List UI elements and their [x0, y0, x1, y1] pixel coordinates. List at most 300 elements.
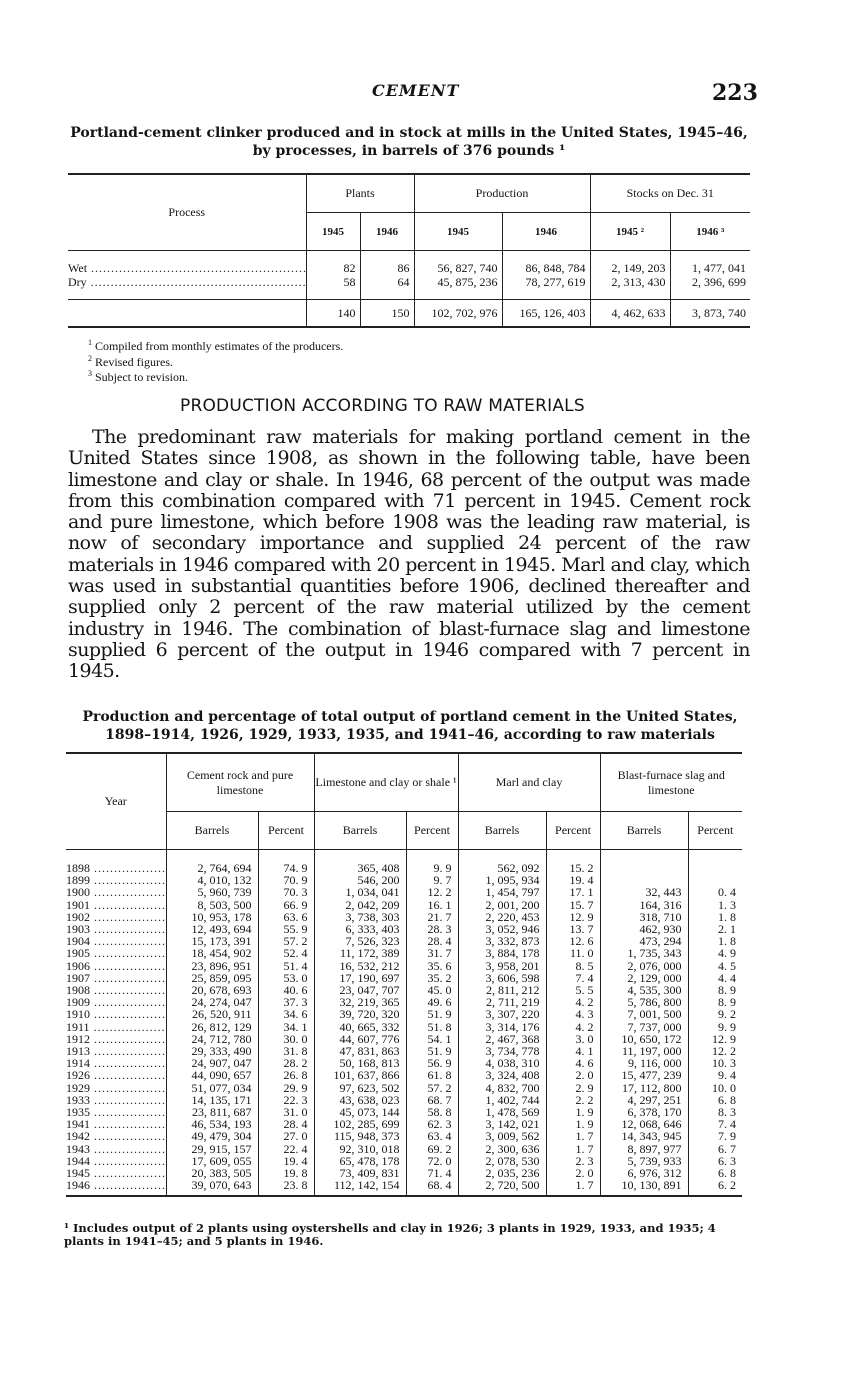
table-cell: 63. 4 [406, 1130, 458, 1142]
table-cell: 8. 3 [688, 1106, 742, 1118]
table-cell: 3, 873, 740 [670, 300, 750, 328]
table-cell: 34. 1 [258, 1021, 314, 1033]
year-cell: 1944 ..... [66, 1155, 166, 1167]
table-cell: 1, 095, 934 [458, 874, 546, 886]
table-cell: 365, 408 [314, 862, 406, 874]
table-cell: 4. 6 [546, 1057, 600, 1069]
table-cell: 4. 9 [688, 947, 742, 959]
table-cell: 16. 1 [406, 899, 458, 911]
table-cell: 9. 7 [406, 874, 458, 886]
table-cell: 68. 4 [406, 1179, 458, 1191]
table-cell: 8. 5 [546, 960, 600, 972]
table-cell: 102, 285, 699 [314, 1118, 406, 1130]
barrels-header: Barrels [166, 812, 258, 850]
table-cell: 1, 454, 797 [458, 886, 546, 898]
table-cell: 69. 2 [406, 1143, 458, 1155]
table-cell: 3, 324, 408 [458, 1069, 546, 1081]
table-cell: 71. 4 [406, 1167, 458, 1179]
table-cell: 2. 9 [546, 1082, 600, 1094]
table-cell: 29. 9 [258, 1082, 314, 1094]
table-cell: 22. 4 [258, 1143, 314, 1155]
table-cell: 40, 665, 332 [314, 1021, 406, 1033]
table-cell: 63. 6 [258, 911, 314, 923]
table-cell: 46, 534, 193 [166, 1118, 258, 1130]
table-cell: 17, 190, 697 [314, 972, 406, 984]
table-cell: 4. 2 [546, 996, 600, 1008]
table-cell: 2, 313, 430 [590, 275, 670, 289]
table-cell: 17, 609, 055 [166, 1155, 258, 1167]
table1-footnotes [88, 337, 343, 384]
table-cell: 12, 068, 646 [600, 1118, 688, 1130]
table-cell: 6. 8 [688, 1094, 742, 1106]
table-cell: 6, 378, 170 [600, 1106, 688, 1118]
table-cell: 45. 0 [406, 984, 458, 996]
table-cell: 57. 2 [258, 935, 314, 947]
table-cell: 57. 2 [406, 1082, 458, 1094]
table-cell: 24, 907, 047 [166, 1057, 258, 1069]
table-cell: 20, 678, 693 [166, 984, 258, 996]
table-cell: 2, 711, 219 [458, 996, 546, 1008]
table-cell: 66. 9 [258, 899, 314, 911]
table-cell: 1. 3 [688, 899, 742, 911]
table-cell: 6. 7 [688, 1143, 742, 1155]
table-cell: 9. 4 [688, 1069, 742, 1081]
running-title: CEMENT [372, 81, 460, 100]
barrels-header: Barrels [600, 812, 688, 850]
table-cell: 165, 126, 403 [502, 300, 590, 328]
table-cell: 164, 316 [600, 899, 688, 911]
table-cell: 39, 070, 643 [166, 1179, 258, 1191]
table-cell: 5, 739, 933 [600, 1155, 688, 1167]
table-cell: 3. 0 [546, 1033, 600, 1045]
table-cell: 15. 7 [546, 899, 600, 911]
table-cell: 3, 958, 201 [458, 960, 546, 972]
table-cell: 27. 0 [258, 1130, 314, 1142]
table-cell: 8, 897, 977 [600, 1143, 688, 1155]
cement-rock-header: Cement rock and pure limestone [166, 753, 314, 812]
table-cell: 45, 073, 144 [314, 1106, 406, 1118]
table2-caption: Production and percentage of total output of portland cement in the United States, 1898–1914, 1926, 1929, 1933, 1935, and 1941–46, according to raw materials [82, 709, 738, 743]
table-row [66, 960, 742, 972]
table-cell: 7. 9 [688, 1130, 742, 1142]
production-1945-header: 1945 [414, 213, 502, 251]
table-cell: 12. 9 [688, 1033, 742, 1045]
table-cell: 56. 9 [406, 1057, 458, 1069]
table-cell: 11, 197, 000 [600, 1045, 688, 1057]
table-cell: 3, 009, 562 [458, 1130, 546, 1142]
process-header: Process [68, 174, 306, 251]
table-cell: 4. 3 [546, 1008, 600, 1020]
table-cell: 15, 477, 239 [600, 1069, 688, 1081]
table-cell: 12. 2 [406, 886, 458, 898]
table-cell: 30. 0 [258, 1033, 314, 1045]
table1-caption: Portland-cement clinker produced and in stock at mills in the United States, 1945–46, by processes, in barrels of 376 pounds ¹ [70, 125, 748, 159]
table-cell: 51, 077, 034 [166, 1082, 258, 1094]
table-cell: 8. 9 [688, 996, 742, 1008]
footnote-text: Revised figures. [95, 354, 173, 369]
table-cell: 3, 314, 176 [458, 1021, 546, 1033]
table-cell: 6. 8 [688, 1167, 742, 1179]
table-cell: 70. 9 [258, 874, 314, 886]
table-cell: 7, 737, 000 [600, 1021, 688, 1033]
table-cell: 115, 948, 373 [314, 1130, 406, 1142]
footnote-text: Compiled from monthly estimates of the producers. [95, 339, 344, 353]
table-cell: 5. 5 [546, 984, 600, 996]
table-cell: 3, 307, 220 [458, 1008, 546, 1020]
table-cell: 49. 6 [406, 996, 458, 1008]
table-cell: 82 [306, 261, 360, 275]
table-cell: 51. 9 [406, 1045, 458, 1057]
table-row [68, 261, 750, 275]
table-cell: 78, 277, 619 [502, 275, 590, 289]
table-row [66, 1130, 742, 1142]
table-cell: 1. 7 [546, 1130, 600, 1142]
table-cell: 97, 623, 502 [314, 1082, 406, 1094]
table-cell: 49, 479, 304 [166, 1130, 258, 1142]
table-cell: 2, 764, 694 [166, 862, 258, 874]
table-cell: 62. 3 [406, 1118, 458, 1130]
table-row [66, 899, 742, 911]
table-cell: 34. 6 [258, 1008, 314, 1020]
table-cell: 4. 1 [546, 1045, 600, 1057]
table-cell: 12, 493, 694 [166, 923, 258, 935]
table-cell: 8, 503, 500 [166, 899, 258, 911]
table-cell: 2, 220, 453 [458, 911, 546, 923]
table-cell: 2, 467, 368 [458, 1033, 546, 1045]
section-heading: PRODUCTION ACCORDING TO RAW MATERIALS [180, 396, 585, 416]
table-cell: 101, 637, 866 [314, 1069, 406, 1081]
process-label: Wet ..... [68, 261, 306, 275]
table-cell: 20, 383, 505 [166, 1167, 258, 1179]
table-cell: 2. 1 [688, 923, 742, 935]
table-cell: 2, 149, 203 [590, 261, 670, 275]
table-cell: 10, 130, 891 [600, 1179, 688, 1191]
year-cell: 1909 ..... [66, 996, 166, 1008]
table-cell: 21. 7 [406, 911, 458, 923]
table-cell: 150 [360, 300, 414, 328]
table-cell: 28. 3 [406, 923, 458, 935]
total-row [68, 300, 750, 328]
year-cell: 1912 ..... [66, 1033, 166, 1045]
year-cell: 1941 ..... [66, 1118, 166, 1130]
table-cell: 45, 875, 236 [414, 275, 502, 289]
table-cell: 58. 8 [406, 1106, 458, 1118]
table-cell: 10, 953, 178 [166, 911, 258, 923]
year-cell: 1901 ..... [66, 899, 166, 911]
table-cell: 5, 786, 800 [600, 996, 688, 1008]
table-cell: 92, 310, 018 [314, 1143, 406, 1155]
table-cell: 58 [306, 275, 360, 289]
table-cell: 23, 047, 707 [314, 984, 406, 996]
table-cell: 2, 042, 209 [314, 899, 406, 911]
table-cell: 6. 3 [688, 1155, 742, 1167]
table-cell: 3, 332, 873 [458, 935, 546, 947]
table-cell: 32, 219, 365 [314, 996, 406, 1008]
table-cell: 2. 0 [546, 1167, 600, 1179]
year-cell: 1911 ..... [66, 1021, 166, 1033]
table-cell: 2, 300, 636 [458, 1143, 546, 1155]
table-cell: 23, 811, 687 [166, 1106, 258, 1118]
year-cell: 1905 ..... [66, 947, 166, 959]
table-cell: 68. 7 [406, 1094, 458, 1106]
table-cell: 29, 915, 157 [166, 1143, 258, 1155]
table-cell: 31. 0 [258, 1106, 314, 1118]
table-cell: 2, 720, 500 [458, 1179, 546, 1191]
table-cell: 1. 9 [546, 1118, 600, 1130]
table-cell: 2, 078, 530 [458, 1155, 546, 1167]
table-cell: 53. 0 [258, 972, 314, 984]
table-cell [688, 862, 742, 874]
table-cell: 29, 333, 490 [166, 1045, 258, 1057]
year-cell: 1913 ..... [66, 1045, 166, 1057]
table-cell: 3, 606, 598 [458, 972, 546, 984]
table-row [66, 947, 742, 959]
table-cell: 2, 396, 699 [670, 275, 750, 289]
table-cell: 13. 7 [546, 923, 600, 935]
table-cell: 70. 3 [258, 886, 314, 898]
table-cell: 140 [306, 300, 360, 328]
table-cell: 1, 735, 343 [600, 947, 688, 959]
table-cell: 1, 477, 041 [670, 261, 750, 275]
year-cell: 1933 ..... [66, 1094, 166, 1106]
barrels-header: Barrels [458, 812, 546, 850]
table-row [66, 874, 742, 886]
table-cell: 37. 3 [258, 996, 314, 1008]
table-cell: 11, 172, 389 [314, 947, 406, 959]
table-cell: 35. 2 [406, 972, 458, 984]
percent-header: Percent [688, 812, 742, 850]
table2-footnote: ¹ Includes output of 2 plants using oystershells and clay in 1926; 3 plants in 1929, 1933, and 1935; 4 plants in 1941–45; and 5 plants in 1946. [64, 1221, 716, 1248]
table-cell: 40. 6 [258, 984, 314, 996]
table-row [66, 886, 742, 898]
table-cell: 25, 859, 095 [166, 972, 258, 984]
table-cell: 9, 116, 000 [600, 1057, 688, 1069]
table-cell: 19. 4 [546, 874, 600, 886]
year-cell: 1903 ..... [66, 923, 166, 935]
table-cell: 3, 734, 778 [458, 1045, 546, 1057]
percent-header: Percent [406, 812, 458, 850]
percent-header: Percent [546, 812, 600, 850]
table-cell: 0. 4 [688, 886, 742, 898]
year-cell: 1902 ..... [66, 911, 166, 923]
table-cell: 23. 8 [258, 1179, 314, 1191]
table-cell: 102, 702, 976 [414, 300, 502, 328]
process-label: Dry ..... [68, 275, 306, 289]
table-cell: 9. 9 [688, 1021, 742, 1033]
table-cell: 10, 650, 172 [600, 1033, 688, 1045]
table-cell: 17, 112, 800 [600, 1082, 688, 1094]
footnote [88, 353, 343, 369]
table-cell: 65, 478, 178 [314, 1155, 406, 1167]
table-cell: 43, 638, 023 [314, 1094, 406, 1106]
table-cell: 19. 8 [258, 1167, 314, 1179]
table-cell: 473, 294 [600, 935, 688, 947]
table-cell: 7, 526, 323 [314, 935, 406, 947]
table-cell: 72. 0 [406, 1155, 458, 1167]
table-cell: 32, 443 [600, 886, 688, 898]
year-cell: 1943 ..... [66, 1143, 166, 1155]
table-row [68, 275, 750, 289]
year-cell: 1945 ..... [66, 1167, 166, 1179]
footnote-mark: 3 [88, 369, 92, 378]
table-cell: 64 [360, 275, 414, 289]
table-cell: 10. 3 [688, 1057, 742, 1069]
table-cell: 3, 142, 021 [458, 1118, 546, 1130]
page-number: 223 [712, 80, 758, 106]
table-cell: 4, 297, 251 [600, 1094, 688, 1106]
table-cell: 7. 4 [688, 1118, 742, 1130]
table-cell: 1, 478, 569 [458, 1106, 546, 1118]
table-cell: 2. 0 [546, 1069, 600, 1081]
table-cell: 16, 532, 212 [314, 960, 406, 972]
footnote-mark: 1 [88, 338, 92, 347]
table-cell: 73, 409, 831 [314, 1167, 406, 1179]
table-cell: 18, 454, 902 [166, 947, 258, 959]
table-cell: 112, 142, 154 [314, 1179, 406, 1191]
body-paragraph: The predominant raw materials for making portland cement in the United States since 1908, as shown in the following table, have been limestone and clay or shale. In 1946, 68 percent of the output was made from this combination compared with 71 percent in 1945. Cement rock and pure limestone, which before 1908 was the leading raw material, is now of secondary importance and supplied 24 percent of the raw materials in 1946 compared with 20 percent in 1945. Marl and clay, which was used in substantial quantities before 1906, declined thereafter and supplied only 2 percent of the raw material utilized by the cement industry in 1946. The combination of blast-furnace slag and limestone supplied 6 percent of the output in 1946 compared with 7 percent in 1945. [68, 426, 750, 683]
table-cell: 22. 3 [258, 1094, 314, 1106]
table-cell: 10. 0 [688, 1082, 742, 1094]
table-cell: 1. 7 [546, 1143, 600, 1155]
slag-limestone-header: Blast-furnace slag and limestone [600, 753, 742, 812]
year-cell: 1908 ..... [66, 984, 166, 996]
barrels-header: Barrels [314, 812, 406, 850]
footnote [88, 337, 343, 353]
table-cell: 562, 092 [458, 862, 546, 874]
table-cell: 26. 8 [258, 1069, 314, 1081]
year-cell: 1935 ..... [66, 1106, 166, 1118]
marl-clay-header: Marl and clay [458, 753, 600, 812]
table-cell: 9. 2 [688, 1008, 742, 1020]
table-cell: 546, 200 [314, 874, 406, 886]
table-cell: 318, 710 [600, 911, 688, 923]
stocks-1946-header: 1946 ³ [670, 213, 750, 251]
table-cell: 44, 090, 657 [166, 1069, 258, 1081]
table-cell: 14, 135, 171 [166, 1094, 258, 1106]
table-cell [600, 862, 688, 874]
year-cell: 1942 ..... [66, 1130, 166, 1142]
table-cell: 23, 896, 951 [166, 960, 258, 972]
table-cell: 9. 9 [406, 862, 458, 874]
table-cell: 5, 960, 739 [166, 886, 258, 898]
table-cell: 2. 3 [546, 1155, 600, 1167]
table-cell: 51. 4 [258, 960, 314, 972]
table-cell: 86, 848, 784 [502, 261, 590, 275]
table-cell: 35. 6 [406, 960, 458, 972]
year-cell: 1900 ..... [66, 886, 166, 898]
table-cell: 3, 884, 178 [458, 947, 546, 959]
table-cell: 3, 052, 946 [458, 923, 546, 935]
plants-header: Plants [306, 174, 414, 213]
percent-header: Percent [258, 812, 314, 850]
table-cell: 26, 812, 129 [166, 1021, 258, 1033]
table-cell: 51. 8 [406, 1021, 458, 1033]
year-cell: 1946 ..... [66, 1179, 166, 1191]
table-cell: 12. 9 [546, 911, 600, 923]
table-cell: 2, 035, 236 [458, 1167, 546, 1179]
table-cell: 1. 9 [546, 1106, 600, 1118]
stocks-1945-header: 1945 ² [590, 213, 670, 251]
table-cell: 4, 010, 132 [166, 874, 258, 886]
clinker-table [68, 173, 750, 328]
table-cell: 39, 720, 320 [314, 1008, 406, 1020]
table-cell: 24, 274, 047 [166, 996, 258, 1008]
table-cell: 1. 8 [688, 935, 742, 947]
table-cell: 1. 7 [546, 1179, 600, 1191]
table-cell: 54. 1 [406, 1033, 458, 1045]
table-cell: 2, 129, 000 [600, 972, 688, 984]
table-cell: 7. 4 [546, 972, 600, 984]
table-cell: 17. 1 [546, 886, 600, 898]
table-cell: 12. 6 [546, 935, 600, 947]
table-cell: 2, 076, 000 [600, 960, 688, 972]
table-cell: 4, 038, 310 [458, 1057, 546, 1069]
limestone-clay-header: Limestone and clay or shale ¹ [314, 753, 458, 812]
year-header: Year [66, 753, 166, 850]
production-1946-header: 1946 [502, 213, 590, 251]
table-cell: 52. 4 [258, 947, 314, 959]
table-cell: 1. 8 [688, 911, 742, 923]
table-cell: 56, 827, 740 [414, 261, 502, 275]
table-cell: 4, 535, 300 [600, 984, 688, 996]
table-row [66, 1179, 742, 1191]
table-cell: 26, 520, 911 [166, 1008, 258, 1020]
year-cell: 1910 ..... [66, 1008, 166, 1020]
table-cell: 47, 831, 863 [314, 1045, 406, 1057]
table-cell: 44, 607, 776 [314, 1033, 406, 1045]
table-cell: 19. 4 [258, 1155, 314, 1167]
footnote-mark: 2 [88, 353, 92, 363]
table-row [66, 1069, 742, 1081]
table-cell: 28. 2 [258, 1057, 314, 1069]
table-cell: 3, 738, 303 [314, 911, 406, 923]
plants-1945-header: 1945 [306, 213, 360, 251]
table-cell: 6, 976, 312 [600, 1167, 688, 1179]
table-cell: 55. 9 [258, 923, 314, 935]
stocks-header: Stocks on Dec. 31 [590, 174, 750, 213]
table-cell: 4, 832, 700 [458, 1082, 546, 1094]
table-cell: 11. 0 [546, 947, 600, 959]
table-cell: 2, 811, 212 [458, 984, 546, 996]
table-cell: 50, 168, 813 [314, 1057, 406, 1069]
table-cell: 12. 2 [688, 1045, 742, 1057]
table-cell: 4. 2 [546, 1021, 600, 1033]
table-cell: 6. 2 [688, 1179, 742, 1191]
table-cell: 6, 333, 403 [314, 923, 406, 935]
plants-1946-header: 1946 [360, 213, 414, 251]
table-cell: 31. 7 [406, 947, 458, 959]
table-cell: 28. 4 [406, 935, 458, 947]
table-row [66, 862, 742, 874]
table-cell: 86 [360, 261, 414, 275]
year-cell: 1899 ..... [66, 874, 166, 886]
year-cell: 1907 ..... [66, 972, 166, 984]
year-cell: 1906 ..... [66, 960, 166, 972]
table-cell: 4. 4 [688, 972, 742, 984]
table-cell: 4, 462, 633 [590, 300, 670, 328]
table-cell: 1, 034, 041 [314, 886, 406, 898]
table-cell: 7, 001, 500 [600, 1008, 688, 1020]
table-cell: 31. 8 [258, 1045, 314, 1057]
table-cell: 51. 9 [406, 1008, 458, 1020]
year-cell: 1914 ..... [66, 1057, 166, 1069]
table-cell: 28. 4 [258, 1118, 314, 1130]
table-cell: 8. 9 [688, 984, 742, 996]
year-cell: 1926 ..... [66, 1069, 166, 1081]
table-cell: 15, 173, 391 [166, 935, 258, 947]
table-cell: 2. 2 [546, 1094, 600, 1106]
table-cell: 24, 712, 780 [166, 1033, 258, 1045]
